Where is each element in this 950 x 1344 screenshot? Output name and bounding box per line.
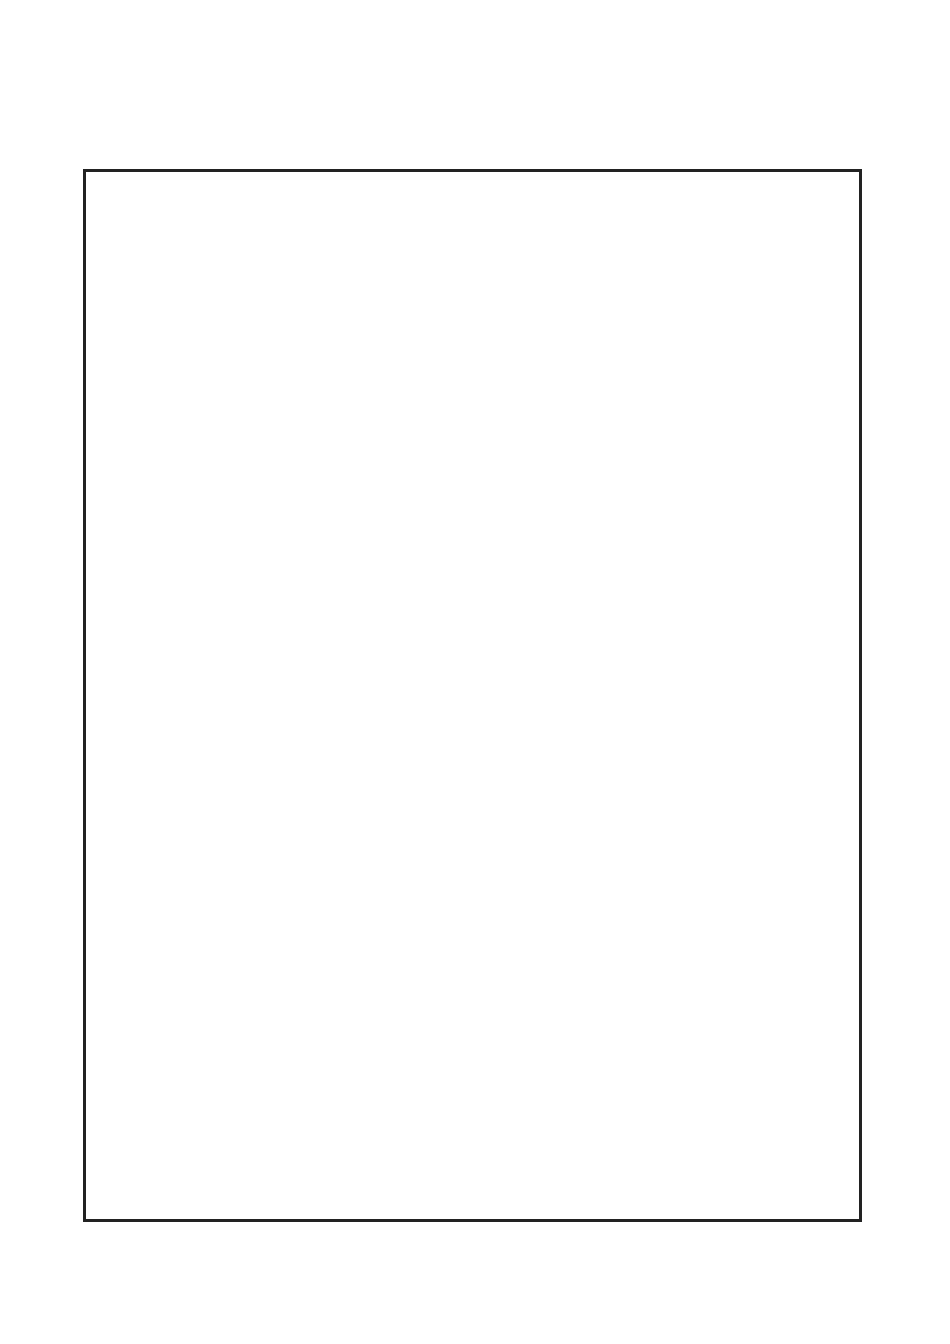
assessment-form xyxy=(83,169,862,1222)
